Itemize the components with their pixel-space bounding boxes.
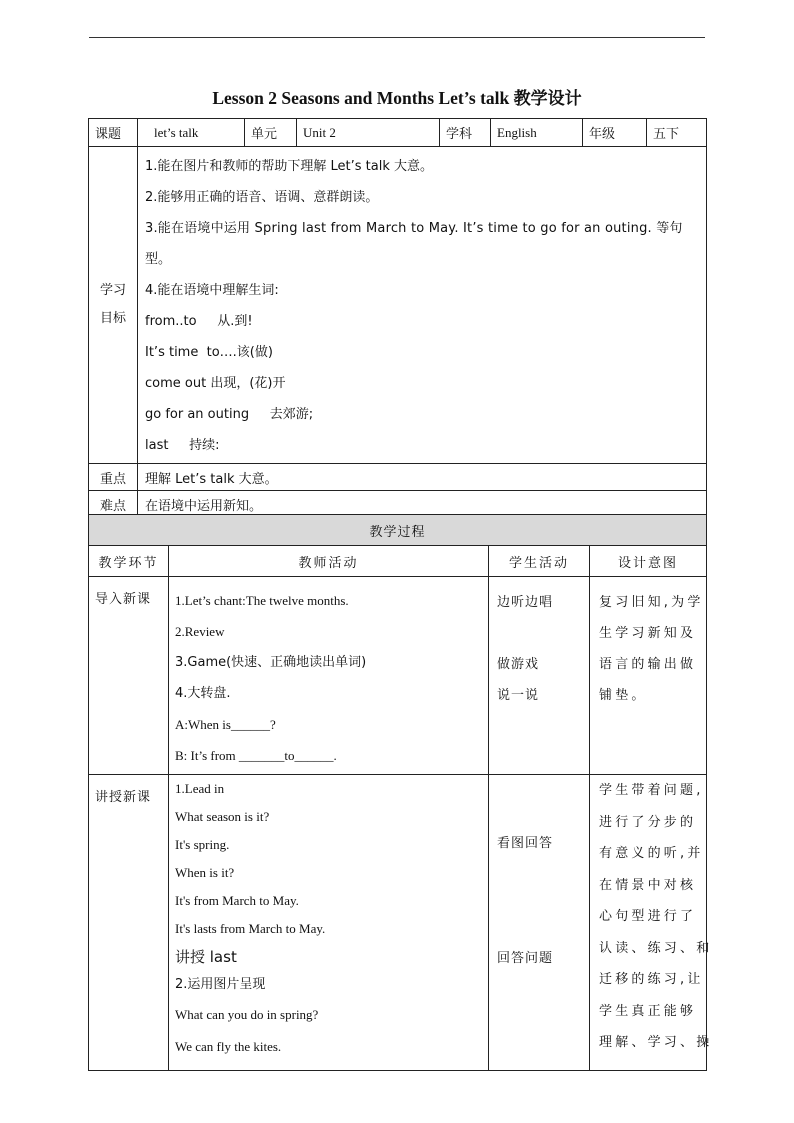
teacher-line: We can fly the kites. bbox=[175, 1039, 282, 1054]
teacher-line: 2.运用图片呈现 bbox=[175, 977, 266, 992]
student-line bbox=[497, 797, 589, 828]
teacher-activities bbox=[169, 775, 489, 1071]
difficulty-value: 在语境中运用新知。 bbox=[138, 491, 707, 518]
key-point-value: 理解 Let’s talk 大意。 bbox=[138, 464, 707, 491]
title-latin: Lesson 2 Seasons and Months Let’s talk bbox=[212, 88, 514, 108]
objective-line: come out 出现，(花)开 bbox=[145, 376, 286, 391]
objective-line: 4.能在语境中理解生词: bbox=[145, 283, 279, 298]
purpose-line: 学生真正能够 bbox=[599, 1003, 697, 1019]
teacher-line: It's from March to May. bbox=[175, 893, 299, 908]
subject-value: English bbox=[491, 119, 583, 147]
purpose-line: 有意义的听,并 bbox=[599, 846, 704, 861]
student-line: 说一说 bbox=[497, 688, 540, 703]
student-activities bbox=[489, 775, 590, 1071]
objective-line: 型。 bbox=[145, 252, 172, 267]
purpose-line: 迁移的练习,让 bbox=[599, 972, 704, 987]
purpose-line: 心句型进行了 bbox=[599, 909, 697, 924]
purpose-line: 铺垫。 bbox=[599, 688, 648, 703]
unit-label: 单元 bbox=[245, 119, 297, 147]
purpose-line: 学生带着问题, bbox=[599, 783, 704, 798]
student-line: 回答问题 bbox=[497, 951, 554, 966]
teacher-line: 2.Review bbox=[175, 624, 225, 639]
teacher-line: 1.Let’s chant:The twelve months. bbox=[175, 593, 349, 608]
grade-label: 年级 bbox=[583, 119, 647, 147]
purpose-line: 语言的输出做 bbox=[599, 657, 697, 672]
top-rule bbox=[89, 37, 705, 38]
teacher-line: What can you do in spring? bbox=[175, 1007, 319, 1022]
column-header: 教师活动 bbox=[169, 546, 489, 577]
course-label: 课题 bbox=[89, 119, 138, 147]
objective-line: 1.能在图片和教师的帮助下理解 Let’s talk 大意。 bbox=[145, 159, 434, 174]
teacher-line: What season is it? bbox=[175, 809, 270, 824]
unit-value: Unit 2 bbox=[297, 119, 440, 147]
document-title bbox=[90, 84, 704, 109]
purpose-line: 进行了分步的 bbox=[599, 814, 697, 830]
objective-line: It’s time to….该(做) bbox=[145, 345, 273, 360]
title-cn: 教学设计 bbox=[513, 89, 582, 109]
teacher-line: 4.大转盘. bbox=[175, 686, 231, 701]
process-row-new-lesson bbox=[89, 775, 707, 1071]
student-line: 做游戏 bbox=[497, 657, 540, 672]
purpose-line: 复习旧知,为学 bbox=[599, 595, 704, 610]
difficulty-label: 难点 bbox=[89, 491, 138, 518]
purpose-line: 理解、学习、操 bbox=[599, 1035, 713, 1050]
column-header: 教学环节 bbox=[89, 546, 169, 577]
header-row bbox=[89, 119, 707, 147]
teacher-line: It's lasts from March to May. bbox=[175, 921, 326, 936]
student-line bbox=[497, 618, 589, 649]
column-header: 设计意图 bbox=[590, 546, 707, 577]
student-line bbox=[497, 921, 589, 943]
teacher-line: It's spring. bbox=[175, 837, 230, 852]
section-name: 讲授新课 bbox=[89, 775, 169, 1071]
process-title-row bbox=[89, 515, 707, 546]
key-point-row bbox=[89, 464, 707, 491]
teaching-process-table bbox=[88, 514, 713, 1071]
student-line: 看图回答 bbox=[497, 836, 554, 851]
process-columns-row bbox=[89, 546, 707, 577]
purpose-line: 生学习新知及 bbox=[599, 626, 697, 641]
student-line bbox=[497, 890, 589, 921]
objective-line: last 持续: bbox=[145, 438, 220, 453]
purpose-line: 认读、练习、和 bbox=[599, 940, 713, 956]
teacher-line: B: It’s from _______to______. bbox=[175, 748, 337, 763]
key-point-label: 重点 bbox=[89, 464, 138, 491]
objective-line: from..to 从.到! bbox=[145, 314, 253, 329]
course-value: let’s talk bbox=[138, 119, 245, 147]
column-header: 学生活动 bbox=[489, 546, 590, 577]
objective-line: 3.能在语境中运用 Spring last from March to May. It’s time to go for an outing. 等句 bbox=[145, 221, 683, 236]
section-name: 导入新课 bbox=[89, 577, 169, 775]
teacher-line: 1.Lead in bbox=[175, 781, 225, 796]
objective-line: 2.能够用正确的语音、语调、意群朗读。 bbox=[145, 190, 379, 205]
teacher-activities bbox=[169, 577, 489, 775]
student-line bbox=[497, 859, 589, 890]
student-line: 边听边唱 bbox=[497, 595, 554, 610]
design-purpose bbox=[590, 577, 707, 775]
process-row-intro bbox=[89, 577, 707, 775]
design-purpose bbox=[590, 775, 713, 1071]
teacher-line: 3.Game(快速、正确地读出单词) bbox=[175, 655, 367, 670]
objectives-row bbox=[89, 147, 707, 464]
teacher-line: A:When is______? bbox=[175, 717, 276, 732]
teacher-line: 讲授 last bbox=[175, 948, 237, 966]
objectives-label: 学习 目标 bbox=[89, 147, 138, 464]
objective-line: go for an outing 去郊游; bbox=[145, 407, 314, 422]
purpose-line: 在情景中对核 bbox=[599, 877, 697, 893]
lesson-info-table bbox=[88, 118, 707, 518]
subject-label: 学科 bbox=[440, 119, 491, 147]
objectives-list bbox=[138, 147, 707, 464]
grade-value: 五下 bbox=[647, 119, 707, 147]
student-activities bbox=[489, 577, 590, 775]
teacher-line: When is it? bbox=[175, 865, 235, 880]
process-title: 教学过程 bbox=[89, 515, 707, 546]
